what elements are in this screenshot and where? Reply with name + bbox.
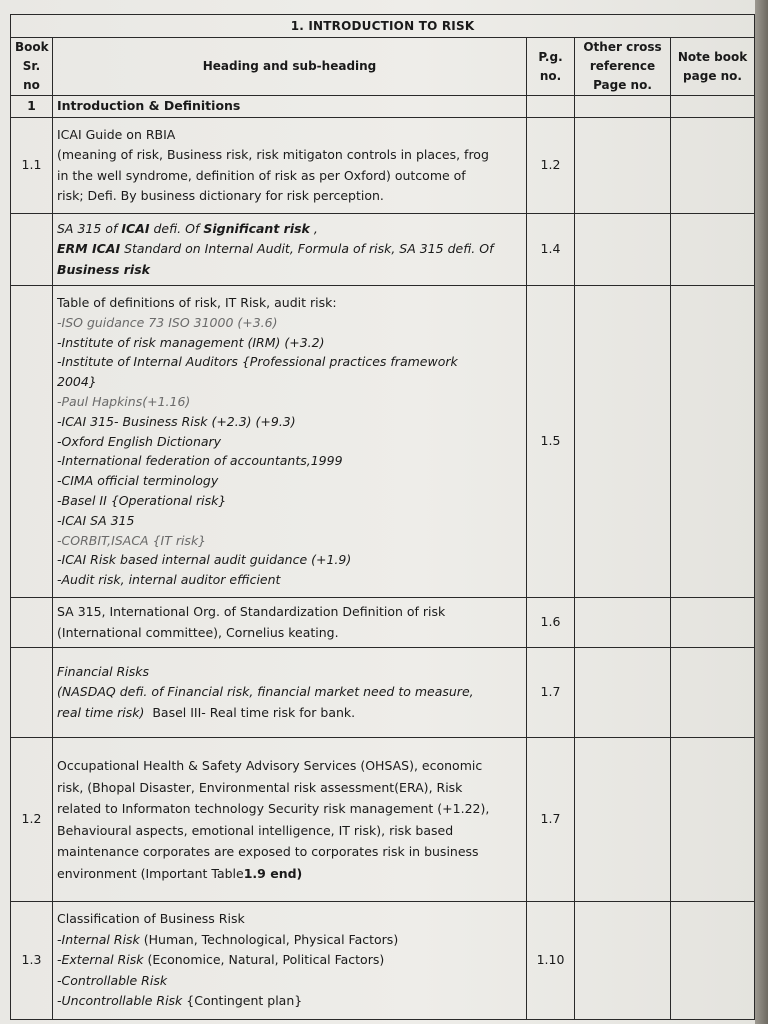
row-line: Table of definitions of risk, IT Risk, audit risk:	[57, 295, 337, 311]
row-sr	[11, 648, 53, 738]
header-heading: Heading and sub-heading	[53, 38, 527, 96]
empty-cell	[671, 96, 755, 118]
row-sr	[11, 598, 53, 648]
row-line: -CORBIT,ISACA {IT risk}	[57, 532, 207, 548]
text-run: SA 315 of	[57, 220, 122, 236]
page-edge-shadow	[755, 0, 768, 1024]
row-line: -Institute of Internal Auditors {Professional practices framework	[57, 354, 458, 370]
row-line: SA 315, International Org. of Standardization Definition of risk	[57, 604, 446, 619]
row-line: in the well syndrome, definition of risk as per Oxford) outcome of	[57, 167, 466, 183]
row-line: -International federation of accountants,1999	[57, 453, 343, 469]
row-sr	[11, 214, 53, 286]
row-line: -ICAI 315- Business Risk (+2.3) (+9.3)	[57, 413, 296, 429]
row-sr: 1.3	[11, 902, 53, 1020]
empty-cell	[575, 118, 671, 214]
text-run: {Contingent plan}	[182, 993, 303, 1009]
section-label: Introduction & Definitions	[53, 96, 527, 118]
text-run: Standard on Internal Audit, Formula of risk, SA 315 defi. Of	[120, 241, 494, 257]
text-run: -External Risk	[57, 952, 144, 968]
header-pg-no: P.g. no.	[527, 38, 575, 96]
row-page-no: 1.4	[527, 214, 575, 286]
row-line: Financial Risks	[57, 663, 150, 679]
row-line	[57, 863, 522, 885]
empty-cell	[575, 738, 671, 902]
row-line: -ICAI SA 315	[57, 512, 135, 528]
header-book-sr-no: Book Sr. no	[11, 38, 53, 96]
index-table	[10, 14, 755, 1020]
row-line	[57, 950, 522, 971]
table-row	[11, 902, 755, 1020]
row-line: -Audit risk, internal auditor efficient	[57, 572, 281, 588]
row-heading	[53, 118, 527, 214]
row-line: -Paul Hapkins(+1.16)	[57, 394, 191, 409]
empty-cell	[575, 96, 671, 118]
row-line: -CIMA official terminology	[57, 473, 219, 489]
row-line	[57, 991, 522, 1012]
row-line: -ISO guidance 73 ISO 31000 (+3.6)	[57, 314, 278, 330]
empty-cell	[671, 118, 755, 214]
text-run: (Human, Technological, Physical Factors)	[139, 931, 399, 947]
row-line: 2004}	[57, 374, 97, 390]
header-note-book: Note book page no.	[671, 38, 755, 96]
row-line: (International committee), Cornelius keating.	[57, 624, 339, 640]
empty-cell	[671, 648, 755, 738]
row-line	[57, 703, 522, 724]
empty-cell	[671, 738, 755, 902]
table-title: 1. INTRODUCTION TO RISK	[11, 15, 755, 38]
header-other-reference: Other cross reference Page no.	[575, 38, 671, 96]
row-line: risk; Defi. By business dictionary for risk perception.	[57, 188, 384, 203]
empty-cell	[671, 902, 755, 1020]
table-row	[11, 598, 755, 648]
row-page-no: 1.10	[527, 902, 575, 1020]
row-line: -Oxford English Dictionary	[57, 433, 222, 449]
row-page-no: 1.7	[527, 648, 575, 738]
empty-cell	[575, 648, 671, 738]
row-line: -Basel II {Operational risk}	[57, 492, 227, 508]
table-row	[11, 286, 755, 598]
row-sr	[11, 286, 53, 598]
row-line: risk, (Bhopal Disaster, Environmental risk assessment(ERA), Risk	[57, 779, 463, 795]
empty-cell	[575, 598, 671, 648]
row-line: related to Informaton technology Security risk management (+1.22),	[57, 801, 490, 816]
table-row	[11, 738, 755, 902]
row-sr: 1.1	[11, 118, 53, 214]
empty-cell	[575, 286, 671, 598]
text-run: Basel III- Real time risk for bank.	[144, 704, 356, 720]
table-row	[11, 118, 755, 214]
table-row	[11, 648, 755, 738]
row-heading	[53, 598, 527, 648]
text-run: environment (Important Table	[57, 865, 244, 881]
text-run: ,	[309, 220, 318, 236]
row-line	[57, 930, 522, 951]
row-line: Business risk	[57, 261, 150, 277]
row-line	[57, 219, 522, 240]
section-sr: 1	[11, 96, 53, 118]
row-line: Classification of Business Risk	[57, 911, 245, 927]
row-line: maintenance corporates are exposed to corporates risk in business	[57, 844, 479, 859]
row-line: ICAI Guide on RBIA	[57, 126, 176, 142]
empty-cell	[575, 214, 671, 286]
row-heading	[53, 902, 527, 1020]
empty-cell	[671, 286, 755, 598]
table-row	[11, 214, 755, 286]
row-line: (meaning of risk, Business risk, risk mitigaton controls in places, frog	[57, 147, 489, 162]
row-line: -ICAI Risk based internal audit guidance (+1.9)	[57, 552, 352, 568]
row-heading	[53, 286, 527, 598]
row-line: -Institute of risk management (IRM) (+3.2)	[57, 334, 325, 350]
row-sr: 1.2	[11, 738, 53, 902]
text-run: ERM ICAI	[57, 241, 121, 257]
text-run: ICAI	[121, 220, 150, 236]
empty-cell	[575, 902, 671, 1020]
row-page-no: 1.7	[527, 738, 575, 902]
empty-cell	[671, 598, 755, 648]
row-page-no: 1.5	[527, 286, 575, 598]
row-page-no: 1.2	[527, 118, 575, 214]
empty-cell	[671, 214, 755, 286]
row-heading	[53, 738, 527, 902]
text-run: real time risk)	[57, 704, 145, 720]
text-run: -Internal Risk	[57, 931, 140, 947]
row-heading	[53, 214, 527, 286]
row-line	[57, 239, 522, 260]
row-line: Occupational Health & Safety Advisory Services (OHSAS), economic	[57, 758, 483, 773]
row-line: (NASDAQ defi. of Financial risk, financial market need to measure,	[57, 684, 474, 700]
text-run: Significant risk	[203, 220, 310, 236]
text-run: (Economice, Natural, Political Factors)	[143, 952, 385, 968]
row-heading	[53, 648, 527, 738]
text-run: defi. Of	[149, 220, 204, 236]
row-line: Behavioural aspects, emotional intelligence, IT risk), risk based	[57, 822, 454, 838]
row-page-no: 1.6	[527, 598, 575, 648]
text-run: -Uncontrollable Risk	[57, 993, 183, 1009]
empty-cell	[527, 96, 575, 118]
row-line: -Controllable Risk	[57, 972, 168, 988]
text-run: 1.9 end)	[243, 865, 303, 881]
